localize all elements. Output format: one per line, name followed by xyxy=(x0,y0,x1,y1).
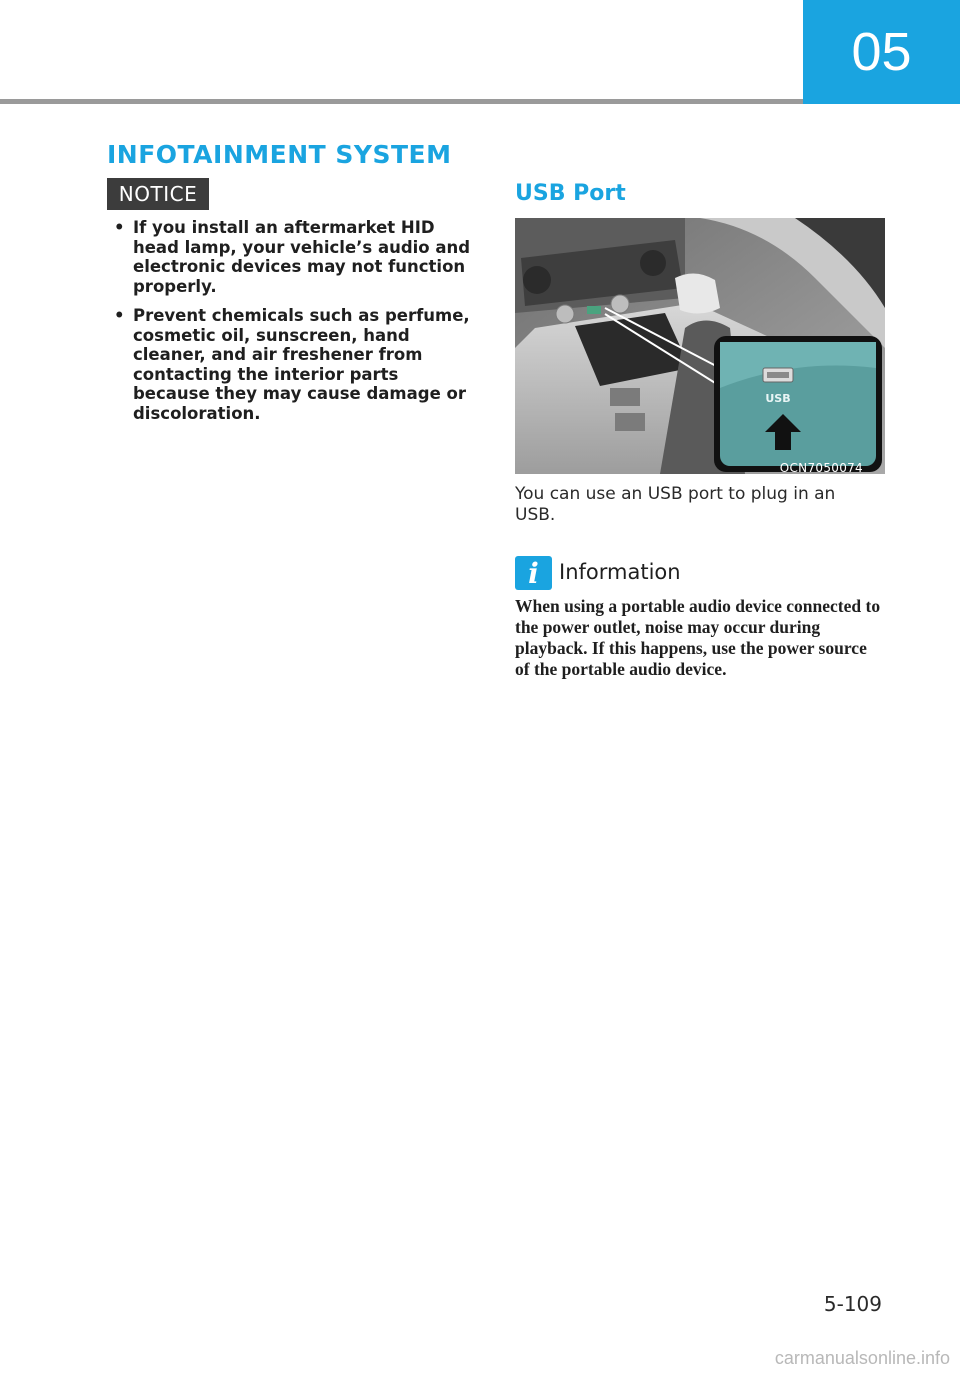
watermark: carmanualsonline.info xyxy=(774,1348,950,1368)
information-text: When using a portable audio device connected to the power outlet, noise may occur during playback. If this happens, use the power source of the portable audio device. xyxy=(515,596,881,679)
bullet: • xyxy=(114,218,125,237)
bullet: • xyxy=(114,306,125,325)
chapter-tab: 05 xyxy=(803,0,960,104)
usb-port-title: USB Port xyxy=(515,181,626,206)
notice-list xyxy=(114,218,474,433)
page-number: 5-109 xyxy=(823,1292,882,1316)
notice-item xyxy=(114,218,474,296)
info-icon: i xyxy=(515,556,552,590)
notice-item-text: If you install an aftermarket HID head lamp, your vehicle’s audio and electronic devices may not function properly. xyxy=(133,218,471,296)
figure-code: OCN7050074 xyxy=(779,461,863,475)
notice-item-text: Prevent chemicals such as perfume, cosmetic oil, sunscreen, hand cleaner, and air freshener from contacting the interior parts because they may cause damage or discoloration. xyxy=(133,306,470,423)
section-title: INFOTAINMENT SYSTEM xyxy=(107,140,452,169)
header-rule xyxy=(0,99,803,104)
usb-port-figure xyxy=(515,218,885,474)
usb-port-description: You can use an USB port to plug in an USB. xyxy=(515,484,836,525)
usb-port-illustration xyxy=(515,218,885,474)
notice-badge: NOTICE xyxy=(107,178,209,210)
information-title: Information xyxy=(559,560,681,584)
notice-item xyxy=(114,306,474,423)
usb-inset-label: USB xyxy=(765,392,791,405)
